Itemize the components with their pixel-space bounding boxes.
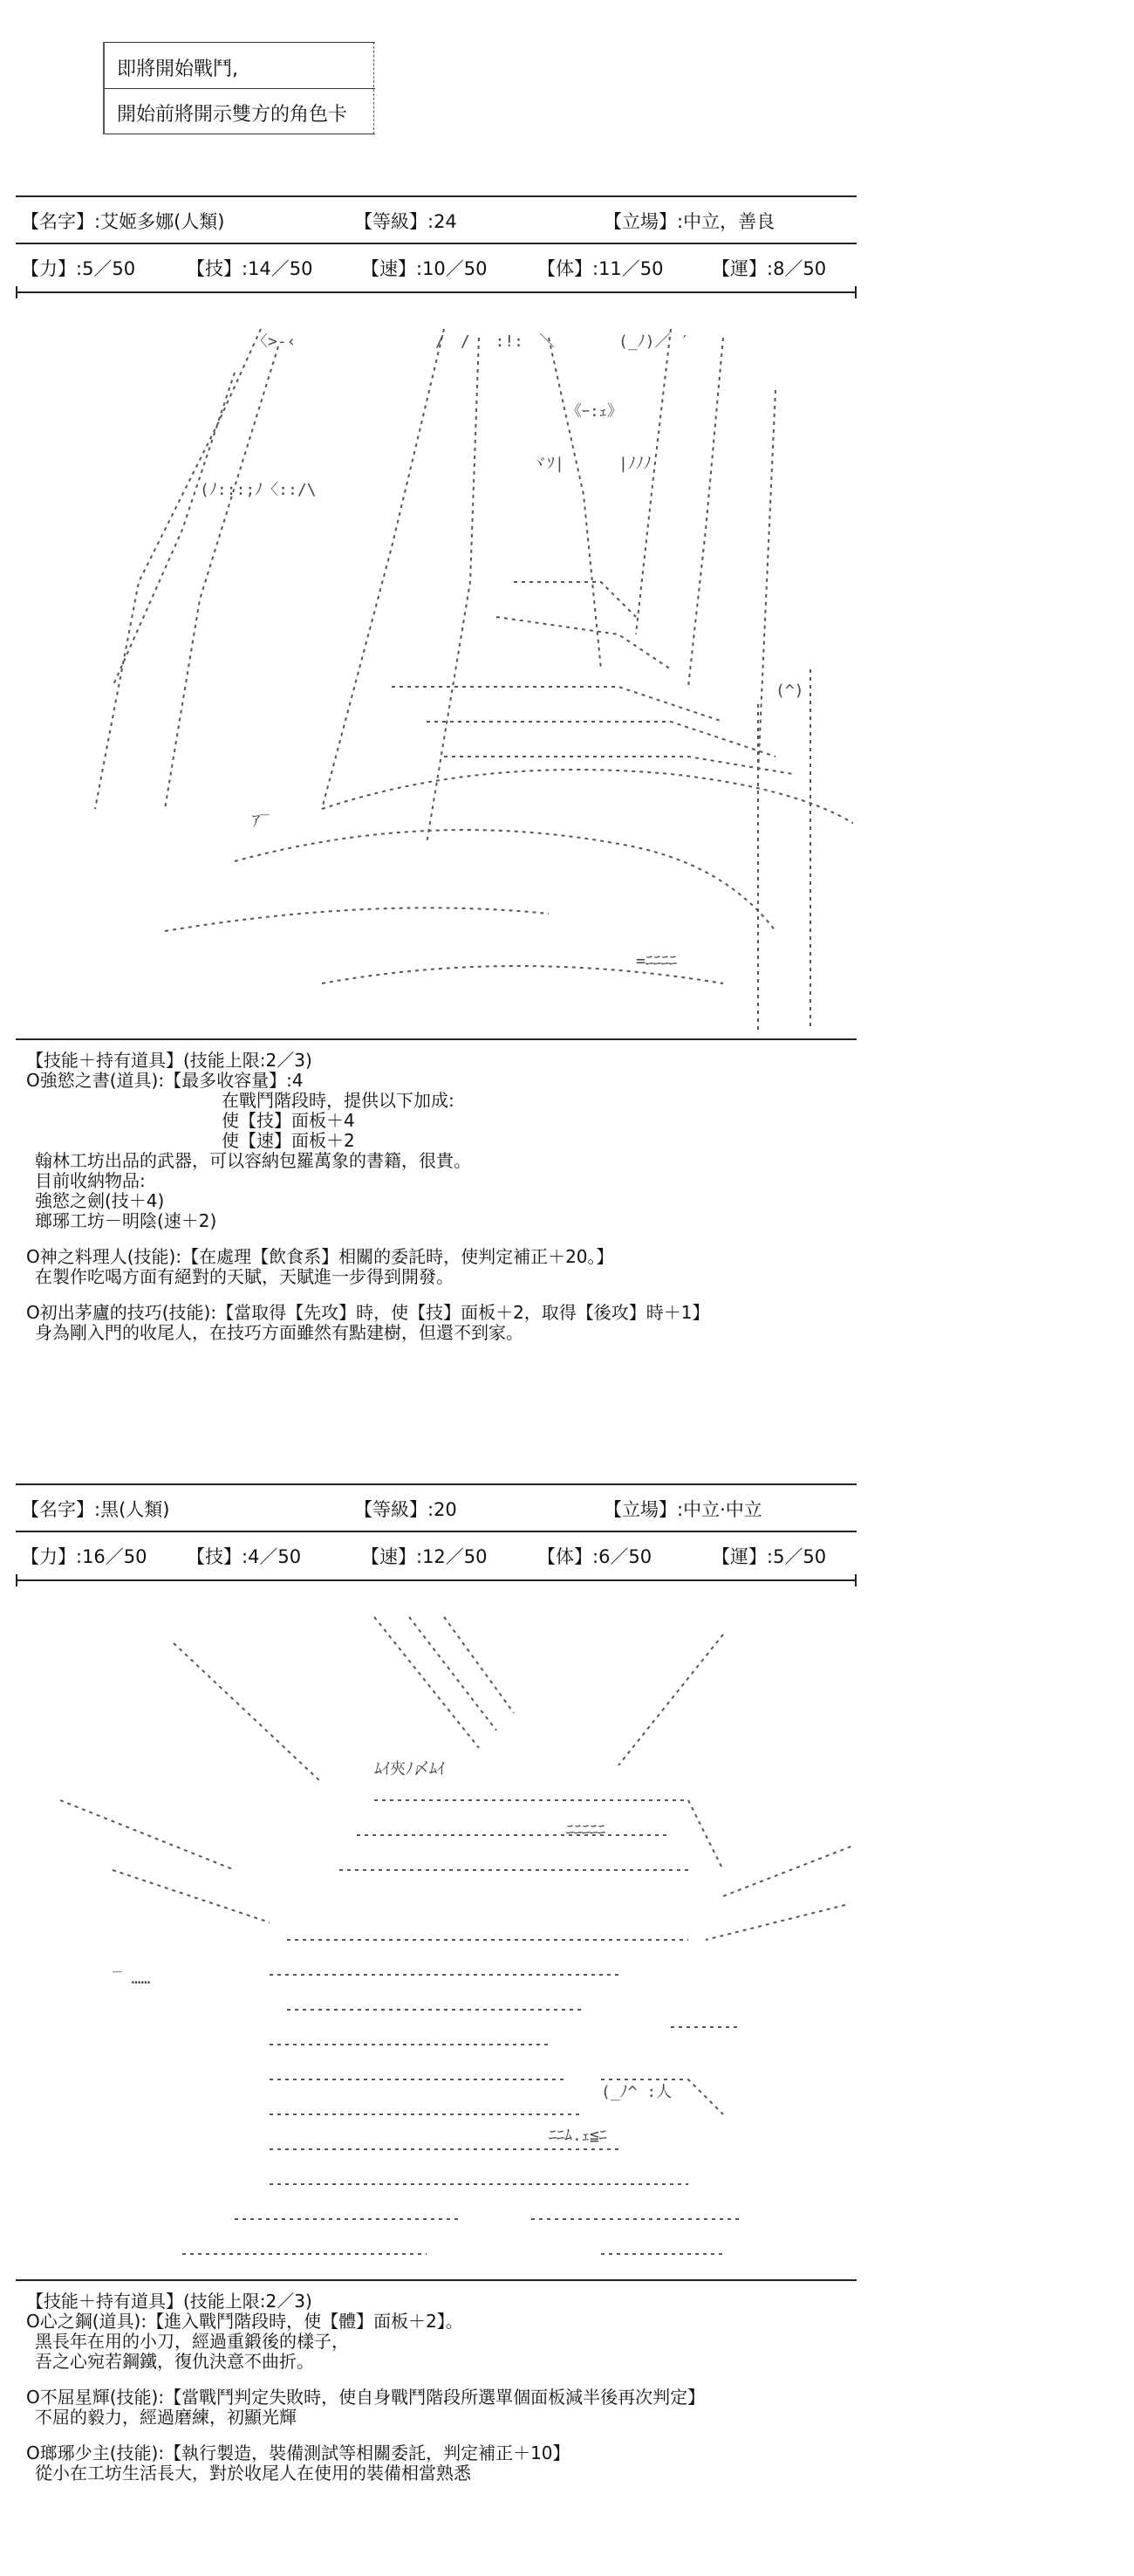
svg-text:ﾑｲ夾ﾉ〆ﾑｲ: ﾑｲ夾ﾉ〆ﾑｲ [373, 1760, 445, 1778]
svg-text:(_ﾉ^ :人: (_ﾉ^ :人 [600, 2083, 672, 2101]
card1-level: 【等級】:24 [354, 211, 457, 232]
card1-skills [26, 1051, 710, 1343]
card2-item3-desc1: 從小在工坊生活長大，對於收尾人在使用的裝備相當熟悉 [35, 2463, 471, 2484]
character-card-2 [16, 1483, 857, 2566]
intro-line-2: 開始前將開示雙方的角色卡 [117, 104, 348, 126]
card1-item3-desc1: 身為剛入門的收尾人，在技巧方面雖然有點建樹，但還不到家。 [35, 1322, 523, 1343]
card1-skills-header: 【技能＋持有道具】(技能上限:2／3) [26, 1050, 312, 1071]
card1-item1-desc2: 目前收納物品: [35, 1170, 146, 1191]
card1-name: 【名字】:艾姬多娜(人類) [21, 211, 225, 232]
card2-name: 【名字】:黒(人類) [21, 1499, 170, 1520]
svg-text:〈>-‹: 〈>-‹ [251, 332, 297, 351]
intro-box [103, 42, 375, 134]
card2-item1-desc1: 黑長年在用的小刀，經過重鍛後的樣子， [35, 2331, 349, 2352]
svg-text:=ﾆﾆﾆﾆ: =ﾆﾆﾆﾆ [635, 952, 677, 970]
card1-item3-title: O初出茅廬的技巧(技能):【當取得【先攻】時，使【技】面板＋2，取得【後攻】時＋1】 [26, 1302, 710, 1323]
card1-item2-title: O神之料理人(技能):【在處理【飲食系】相關的委託時，使判定補正＋20。】 [26, 1246, 614, 1267]
card2-stat-tech: 【技】:4／50 [187, 1546, 302, 1567]
intro-line-1: 即將開始戰鬥, [117, 58, 238, 80]
svg-text:ヾｿ|: ヾｿ| [530, 455, 564, 473]
character-card-1 [16, 195, 857, 1452]
svg-text:(^): (^) [775, 682, 804, 700]
card1-item1-line2: 使【技】面板＋4 [222, 1110, 355, 1131]
card1-item1-title: O強慾之書(道具):【最多收容量】:4 [26, 1070, 304, 1091]
card2-level: 【等級】:20 [354, 1499, 457, 1520]
card2-item1-desc2: 吾之心宛若鋼鐵，復仇決意不曲折。 [35, 2351, 314, 2372]
card1-stat-str: 【力】:5／50 [21, 258, 136, 279]
card1-stat-spd: 【速】:10／50 [361, 258, 488, 279]
character-art-2 [16, 1590, 853, 2271]
card2-stat-spd: 【速】:12／50 [361, 1546, 488, 1567]
card2-skills-header: 【技能＋持有道具】(技能上限:2／3) [26, 2291, 312, 2312]
svg-text:ﾆﾆﾆﾆﾆ: ﾆﾆﾆﾆﾆ [565, 1821, 605, 1840]
svg-text:《ｰ:ｪ》: 《ｰ:ｪ》 [565, 402, 623, 421]
svg-text:|ﾉﾉﾉ: |ﾉﾉﾉ [618, 455, 652, 473]
card2-item2-title: O不屈星輝(技能):【當戰鬥判定失敗時，使自身戰鬥階段所選單個面板減半後再次判定】 [26, 2387, 706, 2408]
card1-item1-desc4: 瑯琊工坊－明陰(速＋2) [35, 1210, 217, 1231]
svg-text:‾ ……: ‾ …… [112, 1970, 150, 1988]
card2-item2-desc1: 不屈的毅力，經過磨練，初顯光輝 [35, 2407, 297, 2428]
card1-stance: 【立場】:中立，善良 [604, 211, 775, 232]
card1-stat-body: 【体】:11／50 [537, 258, 664, 279]
card1-item1-line1: 在戰鬥階段時，提供以下加成: [222, 1090, 454, 1111]
card2-skills [26, 2292, 705, 2484]
svg-text:/ / :!: ＼: / / :!: ＼ [434, 332, 555, 351]
svg-text:(_ﾉ)／ ′: (_ﾉ)／ ′ [618, 332, 689, 351]
card1-item1-desc3: 強慾之劍(技＋4) [35, 1190, 165, 1211]
character-art-1 [16, 302, 853, 1030]
card1-stat-luck: 【運】:8／50 [712, 258, 827, 279]
svg-text:ﾆﾆﾑ.ｪ≦ﾆ: ﾆﾆﾑ.ｪ≦ﾆ [548, 2127, 607, 2145]
card2-stat-body: 【体】:6／50 [537, 1546, 652, 1567]
card2-item1-title: O心之鋼(道具):【進入戰鬥階段時，使【體】面板＋2】。 [26, 2311, 463, 2332]
card1-item1-line3: 使【速】面板＋2 [222, 1130, 355, 1151]
card2-stance: 【立場】:中立·中立 [604, 1499, 762, 1520]
card1-stat-tech: 【技】:14／50 [187, 258, 313, 279]
svg-text:ｱ‾: ｱ‾ [251, 812, 270, 831]
card1-item2-desc1: 在製作吃喝方面有絕對的天賦，天賦進一步得到開發。 [35, 1266, 454, 1287]
card2-stat-str: 【力】:16／50 [21, 1546, 147, 1567]
card2-stat-luck: 【運】:5／50 [712, 1546, 827, 1567]
card2-item3-title: O瑯琊少主(技能):【執行製造，裝備測試等相關委託，判定補正＋10】 [26, 2442, 570, 2463]
svg-text:(ﾉ:::;ﾉ〈::/\: (ﾉ:::;ﾉ〈::/\ [199, 481, 317, 499]
card1-item1-desc1: 翰林工坊出品的武器，可以容納包羅萬象的書籍，很貴。 [35, 1150, 471, 1171]
